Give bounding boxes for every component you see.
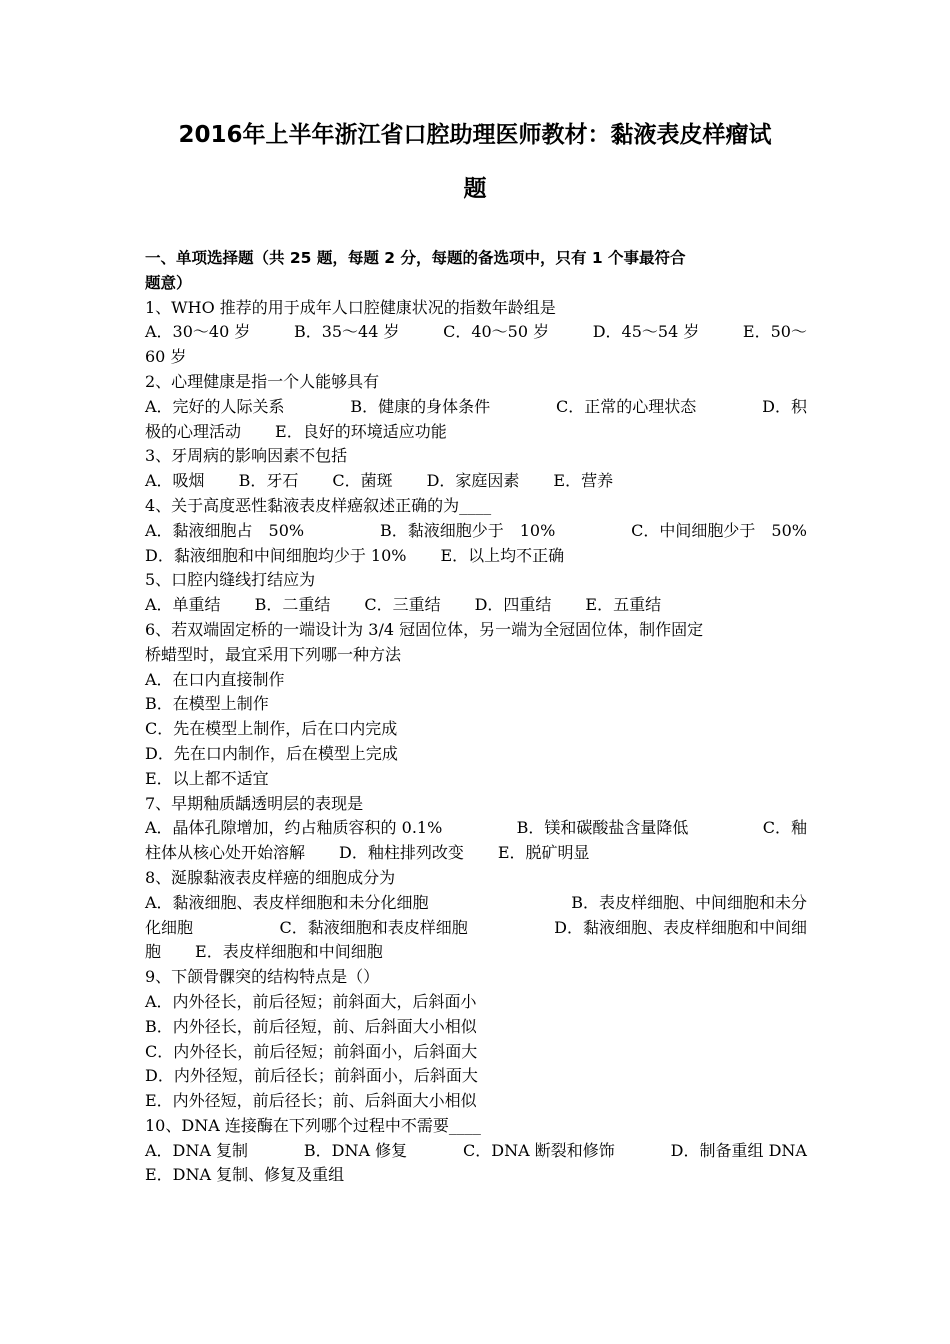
- option-a: A．黏液细胞占 50%: [145, 520, 305, 540]
- question-stem: 5、口腔内缝线打结应为: [145, 570, 316, 590]
- option-row: [145, 940, 807, 965]
- question-1: [145, 296, 807, 370]
- option-row: [145, 891, 807, 916]
- question-stem: 10、DNA 连接酶在下列哪个过程中不需要____: [145, 1115, 481, 1135]
- question-6: [145, 618, 807, 792]
- question-10: [145, 1114, 807, 1188]
- option-b: B．健康的身体条件: [350, 396, 491, 416]
- option-b: B．内外径长，前后径短，前、后斜面大小相似: [145, 1016, 477, 1036]
- option-e: E．内外径短，前后径长；前、后斜面大小相似: [145, 1091, 477, 1111]
- option-d-end: 胞: [145, 942, 162, 962]
- option-a: A．完好的人际关系: [145, 396, 285, 416]
- option-c: C．先在模型上制作，后在口内完成: [145, 719, 398, 739]
- option-d: D．家庭因素: [426, 471, 520, 491]
- option-c: C．菌斑: [332, 471, 393, 491]
- option-a: A．30～40 岁: [145, 322, 251, 342]
- document-body: [145, 246, 807, 1188]
- option-b: B．DNA 修复: [303, 1140, 408, 1160]
- option-c: C．三重结: [364, 595, 441, 615]
- option-e: E．营养: [553, 471, 614, 491]
- option-c: C．中间细胞少于 50%: [631, 520, 807, 540]
- option-d: D．四重结: [474, 595, 552, 615]
- option-row: [145, 916, 807, 941]
- question-9: [145, 965, 807, 1114]
- question-5: [145, 568, 807, 618]
- question-2: [145, 370, 807, 444]
- section-heading-line-2: 题意）: [145, 273, 192, 292]
- option-e: E．DNA 复制、修复及重组: [145, 1165, 345, 1185]
- option-row: [145, 1139, 807, 1164]
- option-d-end: 极的心理活动: [145, 421, 242, 441]
- option-row: [145, 519, 807, 544]
- question-stem: 6、若双端固定桥的一端设计为 3/4 冠固位体，另一端为全冠固位体，制作固定: [145, 619, 704, 639]
- question-stem: 8、涎腺黏液表皮样癌的细胞成分为: [145, 867, 396, 887]
- option-e: E．良好的环境适应功能: [275, 421, 447, 441]
- option-e: E．以上都不适宜: [145, 768, 269, 788]
- option-c: C．DNA 断裂和修饰: [463, 1140, 615, 1160]
- option-d-start: D．积: [762, 396, 807, 416]
- option-b: B．35～44 岁: [293, 322, 400, 342]
- option-e: E．脱矿明显: [497, 843, 590, 863]
- title-line-2: 题: [463, 176, 487, 202]
- option-c-end: 柱体从核心处开始溶解: [145, 843, 306, 863]
- option-a: A．晶体孔隙增加，约占釉质容积的 0.1%: [145, 818, 443, 838]
- option-d: D．先在口内制作，后在模型上完成: [145, 743, 398, 763]
- option-a: A．黏液细胞、表皮样细胞和未分化细胞: [145, 892, 429, 912]
- option-row: [145, 593, 807, 618]
- question-4: [145, 494, 807, 568]
- question-stem-continued: 桥蜡型时，最宜采用下列哪一种方法: [145, 644, 402, 664]
- option-d-start: D．黏液细胞、表皮样细胞和中间细: [554, 917, 807, 937]
- question-stem: 7、早期釉质龋透明层的表现是: [145, 793, 364, 813]
- option-e: E．50～: [742, 322, 807, 342]
- option-a: A．吸烟: [145, 471, 205, 491]
- option-b: B．黏液细胞少于 10%: [379, 520, 556, 540]
- option-a: A．在口内直接制作: [145, 669, 285, 689]
- option-b: B．在模型上制作: [145, 694, 269, 714]
- option-c-start: C．釉: [762, 818, 807, 838]
- option-e: E．以上均不正确: [440, 545, 565, 565]
- option-row: [145, 841, 807, 866]
- question-stem: 2、心理健康是指一个人能够具有: [145, 371, 380, 391]
- option-d: D．制备重组 DNA: [670, 1140, 807, 1160]
- option-a: A．单重结: [145, 595, 221, 615]
- option-d: D．内外径短，前后径长；前斜面小，后斜面大: [145, 1066, 478, 1086]
- option-e: E．表皮样细胞和中间细胞: [195, 942, 383, 962]
- option-c: C．正常的心理状态: [556, 396, 697, 416]
- question-3: [145, 444, 807, 494]
- option-row: [145, 320, 807, 345]
- option-b: B．牙石: [238, 471, 299, 491]
- section-heading-line-1: 一、单项选择题（共 25 题，每题 2 分，每题的备选项中，只有 1 个事最符合: [145, 249, 686, 267]
- option-c: C．40～50 岁: [443, 322, 550, 342]
- question-7: [145, 792, 807, 866]
- option-c: C．黏液细胞和表皮样细胞: [279, 917, 468, 937]
- question-stem: 1、WHO 推荐的用于成年人口腔健康状况的指数年龄组是: [145, 297, 556, 317]
- option-c: C．内外径长，前后径短；前斜面小，后斜面大: [145, 1041, 478, 1061]
- section-heading: [145, 246, 807, 296]
- option-a: A．内外径长，前后径短；前斜面大，后斜面小: [145, 991, 477, 1011]
- option-row: [145, 395, 807, 420]
- option-b-start: B．表皮样细胞、中间细胞和未分: [571, 892, 807, 912]
- option-row: [145, 544, 807, 569]
- option-a: A．DNA 复制: [145, 1140, 249, 1160]
- option-row: [145, 469, 807, 494]
- option-continuation: 60 岁: [145, 347, 187, 367]
- document-title: [120, 108, 830, 216]
- option-b: B．镁和碳酸盐含量降低: [516, 818, 689, 838]
- option-row: [145, 420, 807, 445]
- question-stem: 9、下颌骨髁突的结构特点是（）: [145, 967, 380, 987]
- option-d: D．釉柱排列改变: [339, 843, 464, 863]
- option-row: [145, 816, 807, 841]
- option-e: E．五重结: [585, 595, 662, 615]
- question-stem: 3、牙周病的影响因素不包括: [145, 446, 348, 466]
- title-line-1: 2016年上半年浙江省口腔助理医师教材：黏液表皮样瘤试: [178, 122, 772, 148]
- option-b-end: 化细胞: [145, 917, 194, 937]
- question-8: [145, 866, 807, 965]
- question-stem: 4、关于高度恶性黏液表皮样癌叙述正确的为____: [145, 495, 492, 515]
- option-d: D．黏液细胞和中间细胞均少于 10%: [145, 545, 407, 565]
- option-d: D．45～54 岁: [592, 322, 700, 342]
- option-b: B．二重结: [254, 595, 331, 615]
